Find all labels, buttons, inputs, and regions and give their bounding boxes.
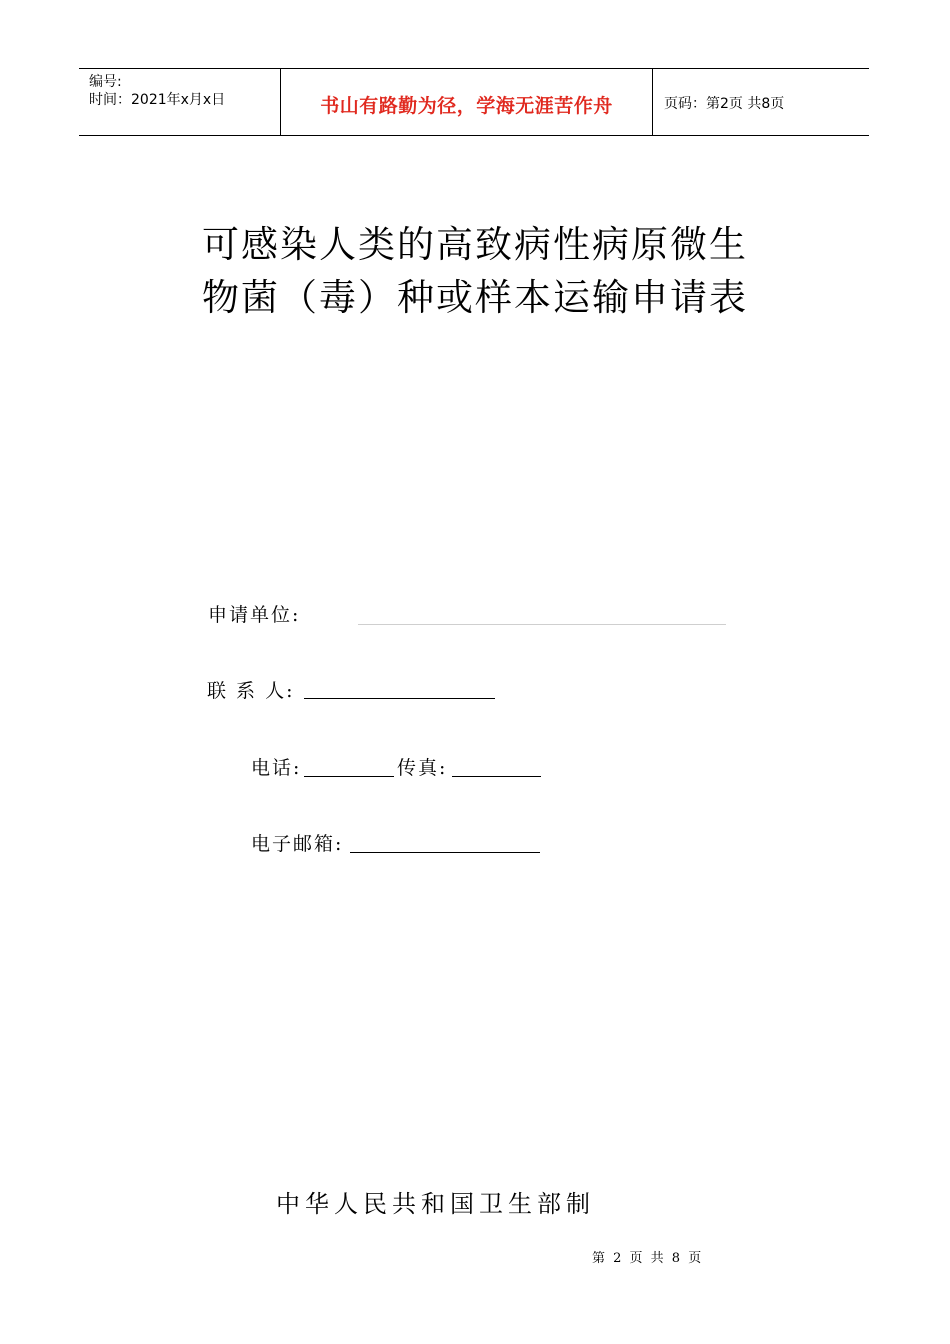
document-time-label: 时间：2021年x月x日 [89, 92, 226, 108]
fax-label: 传真: [397, 757, 448, 779]
contact-person-label: 联 系 人: [207, 680, 295, 702]
email-field[interactable] [350, 852, 540, 853]
applicant-unit-label: 申请单位: [208, 604, 301, 626]
title-line-1: 可感染人类的高致病性病原微生 [202, 223, 748, 266]
header-motto: 书山有路勤为径，学海无涯苦作舟 [281, 69, 653, 135]
header-page-label: 页码：第2页 共8页 [664, 96, 785, 112]
page-number: 第 2 页 共 8 页 [592, 1251, 702, 1266]
phone-field[interactable] [304, 776, 394, 777]
issuing-organization: 中华人民共和国卫生部制 [276, 1190, 595, 1218]
header-meta-cell [79, 69, 281, 135]
document-header [79, 68, 869, 136]
title-line-2: 物菌（毒）种或样本运输申请表 [202, 276, 748, 319]
document-number-label: 编号: [89, 74, 122, 90]
applicant-unit-field[interactable] [358, 624, 726, 625]
contact-person-field[interactable] [304, 698, 495, 699]
document-title [0, 218, 950, 324]
phone-label: 电话: [251, 757, 302, 779]
fax-field[interactable] [452, 776, 541, 777]
email-label: 电子邮箱: [251, 833, 344, 855]
